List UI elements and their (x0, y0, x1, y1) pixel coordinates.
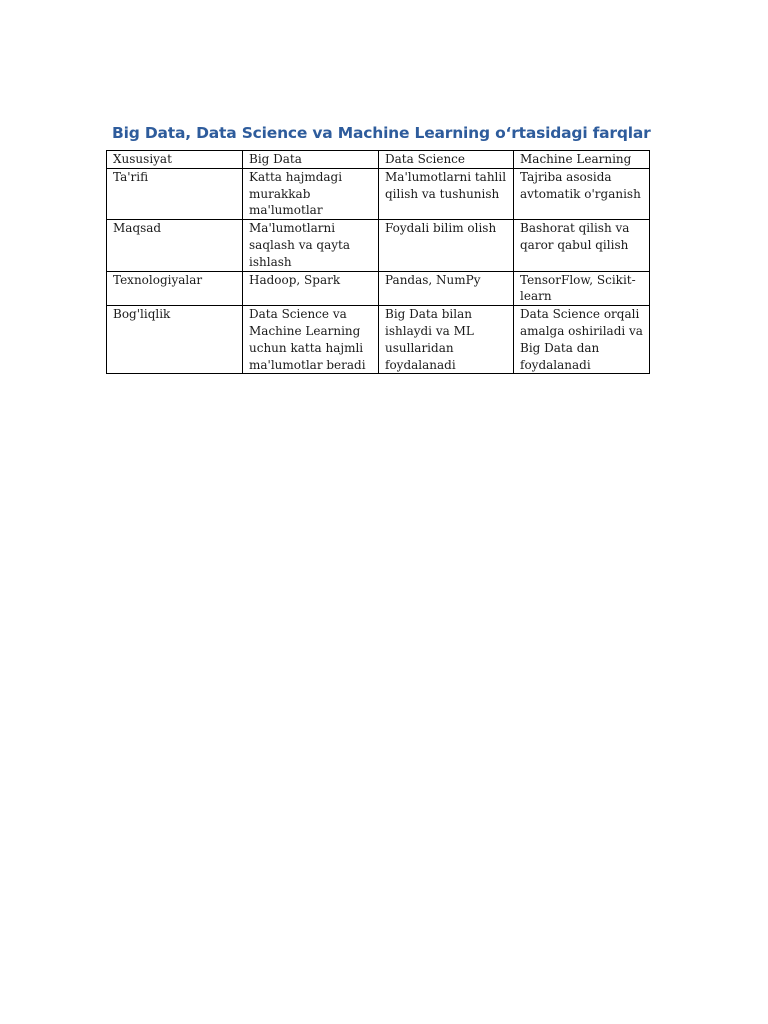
table-cell: Katta hajmdagi murakkab ma'lumotlar (243, 168, 379, 219)
table-cell: Data Science orqali amalga oshiriladi va Big Data dan foydalanadi (514, 306, 650, 374)
comparison-table (106, 150, 650, 374)
table-cell: Maqsad (107, 220, 243, 271)
table-cell: Bashorat qilish va qaror qabul qilish (514, 220, 650, 271)
table-cell: Pandas, NumPy (379, 271, 514, 306)
header-cell-machine-learning: Machine Learning (514, 151, 650, 169)
header-cell-data-science: Data Science (379, 151, 514, 169)
table-cell: TensorFlow, Scikit-learn (514, 271, 650, 306)
table-cell: Ma'lumotlarni tahlil qilish va tushunish (379, 168, 514, 219)
table-row (107, 271, 650, 306)
table-row (107, 306, 650, 374)
table-cell: Foydali bilim olish (379, 220, 514, 271)
table-cell: Tajriba asosida avtomatik o'rganish (514, 168, 650, 219)
table-cell: Ma'lumotlarni saqlash va qayta ishlash (243, 220, 379, 271)
table-cell: Texnologiyalar (107, 271, 243, 306)
table-cell: Bog'liqlik (107, 306, 243, 374)
table-row (107, 220, 650, 271)
table-cell: Ta'rifi (107, 168, 243, 219)
header-cell-feature: Xususiyat (107, 151, 243, 169)
document-title: Big Data, Data Science va Machine Learning o‘rtasidagi farqlar (112, 124, 651, 142)
table-row (107, 168, 650, 219)
table-header-row (107, 151, 650, 169)
table-cell: Big Data bilan ishlaydi va ML usullaridan foydalanadi (379, 306, 514, 374)
table-cell: Data Science va Machine Learning uchun katta hajmli ma'lumotlar beradi (243, 306, 379, 374)
header-cell-big-data: Big Data (243, 151, 379, 169)
table-cell: Hadoop, Spark (243, 271, 379, 306)
